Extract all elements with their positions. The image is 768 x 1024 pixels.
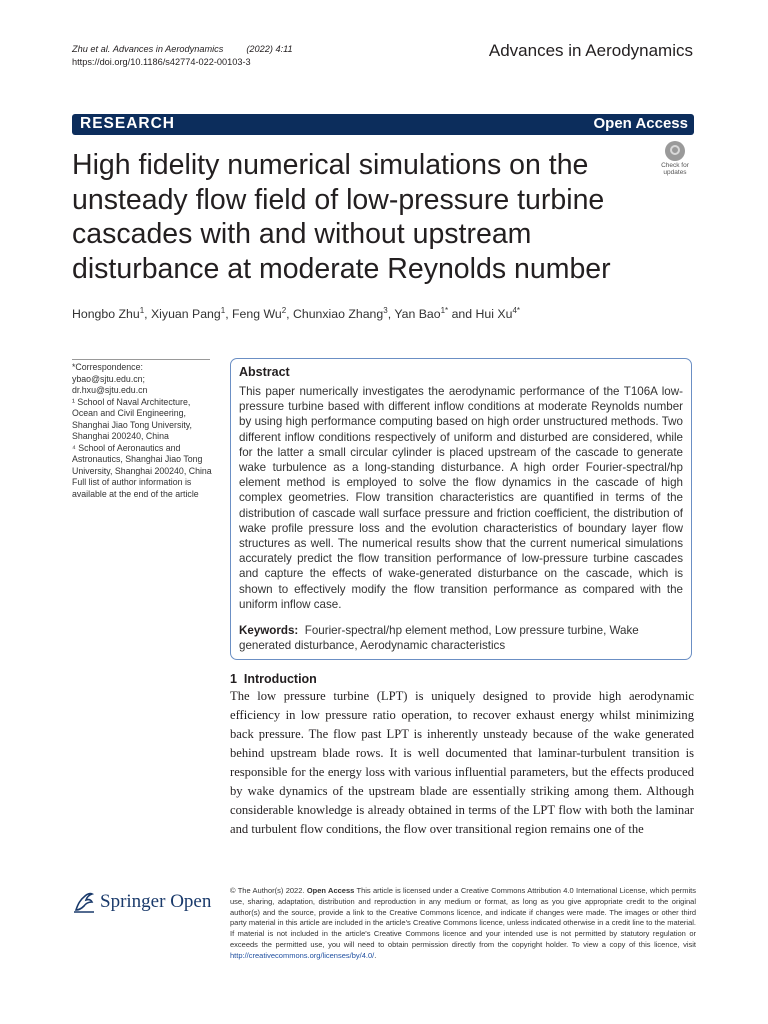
keywords <box>239 623 683 653</box>
correspondence-line: ¹ School of Naval Architecture, Ocean and Civil Engineering, Shanghai Jiao Tong University, Shanghai 200240, China <box>72 396 192 441</box>
section-number: 1 <box>230 672 237 686</box>
author-affiliation-marker: 1 <box>139 306 145 315</box>
correspondence-divider <box>72 359 210 360</box>
correspondence-line: ⁴ School of Aeronautics and Astronautics, Shanghai Jiao Tong University, Shanghai 200240, China <box>72 442 212 476</box>
author-affiliation-marker: 1* <box>440 306 449 315</box>
abstract-text: This paper numerically investigates the aerodynamic performance of the T106A low-pressure turbine based with different inflow conditions at moderate Reynolds number by using high performance computing based on high order unstructured methods. Two different inflow conditions respectively of uniform and disturbed are considered, while for the latter a small circular cylinder is placed upstream of the cascade to generate wake turbulence as a long-standing disturbance. A high order Fourier-spectral/hp element method is employed to solve the flow dynamics in the cascade of high complex geometries. Flow transition characteristics are quantified in terms of the distribution of cascade wall surface pressure and friction coefficient, the distribution of wake profile pressure loss and the evolution characteristics of boundary layer flow structures as well. The numerical results show that the current numerical simulations accurately predict the flow transition performance of low-pressure turbine cascades and capture the effects of wake-generated disturbance on the cascade, which is shown to effectively modify the flow transition performance as compared with the uniform inflow case. <box>239 385 683 611</box>
author-affiliation-marker: 2 <box>281 306 287 315</box>
correspondence-line: Full list of author information is available at the end of the article <box>72 477 199 499</box>
abstract-box <box>230 358 692 660</box>
citation-year-volume: (2022) 4:11 <box>246 44 293 54</box>
author-name[interactable]: Hui Xu <box>475 307 513 322</box>
author-list <box>72 306 520 321</box>
citation-journal: Advances in Aerodynamics <box>112 44 224 54</box>
check-updates-icon <box>665 141 685 161</box>
check-updates-line2: updates <box>663 169 687 176</box>
author-affiliation-marker: 3 <box>383 306 388 315</box>
article-type-label: RESEARCH <box>80 115 175 132</box>
author-separator: , <box>387 307 395 322</box>
section-title: Introduction <box>243 672 317 686</box>
author-separator: and <box>448 307 476 322</box>
author-separator: , <box>286 307 293 322</box>
keywords-label: Keywords: <box>239 624 299 637</box>
springer-horse-icon <box>72 890 96 914</box>
introduction-text: The low pressure turbine (LPT) is uniquely designed to provide high aerodynamic efficiency in low pressure ratio operation, to recover exhaust energy whilst minimizing back pressure. The flow past LPT is inherently unsteady because of the wake generated behind upstream blade rows. It is well documented that laminar-turbulent transition is responsible for the energy loss with various influential parameters, but the effects produced by wake dynamics of the upstream blade are essentially striking among them. Although considerable knowledge is already obtained in terms of the LPT flow with both the laminar and turbulent flow conditions, the flow over transitional region remains one of the <box>230 689 694 836</box>
license-url-link[interactable]: http://creativecommons.org/licenses/by/4.0/ <box>230 950 375 960</box>
author-name[interactable]: Xiyuan Pang <box>150 307 221 322</box>
author-name[interactable]: Hongbo Zhu <box>72 307 140 322</box>
doi-link[interactable]: https://doi.org/10.1186/s42774-022-00103-3 <box>72 57 251 67</box>
check-for-updates-badge[interactable] <box>656 141 694 179</box>
abstract-heading: Abstract <box>239 365 290 379</box>
citation-header <box>72 43 293 69</box>
license-body: This article is licensed under a Creative Commons Attribution 4.0 International License, which permits use, sharing, adaptation, distribution and reproduction in any medium or format, as long as you give appropriate credit to the original author(s) and the source, provide a link to the Creative Commons licence, and indicate if changes were made. The images or other third party material in this article are included in the article's Creative Commons licence, unless indicated otherwise in a credit line to the material. If material is not included in the article's Creative Commons licence and your intended use is not permitted by statutory regulation or exceeds the permitted use, you will need to obtain permission directly from the copyright holder. To view a copy of this licence, visit <box>230 886 696 949</box>
author-name[interactable]: Chunxiao Zhang <box>293 307 384 322</box>
publisher-logo <box>72 887 222 917</box>
correspondence-line[interactable]: dr.hxu@sjtu.edu.cn <box>72 385 148 395</box>
correspondence-line: *Correspondence: <box>72 362 143 372</box>
author-name[interactable]: Feng Wu <box>232 307 282 322</box>
license-end: . <box>374 950 377 960</box>
article-type-banner <box>72 114 694 135</box>
copyright: © The Author(s) 2022. <box>230 886 305 895</box>
check-updates-line1: Check for <box>661 162 689 169</box>
author-separator: , <box>225 307 233 322</box>
license-text <box>230 886 696 962</box>
open-access-label: Open Access <box>593 115 688 132</box>
journal-name: Advances in Aerodynamics <box>488 41 693 60</box>
publisher-name: Springer <box>100 891 166 912</box>
article-title: High fidelity numerical simulations on the unsteady flow field of low-pressure turbine cascades with and without upstream disturbance at moderate Reynolds number <box>72 149 611 285</box>
citation-authors: Zhu et al. <box>72 44 111 54</box>
section-heading <box>230 672 317 686</box>
keywords-text: Fourier-spectral/hp element method, Low pressure turbine, Wake generated disturbance, Aerodynamic characteristics <box>239 624 639 653</box>
author-affiliation-marker: 4* <box>512 306 520 315</box>
publisher-suffix: Open <box>170 891 212 912</box>
correspondence-line[interactable]: ybao@sjtu.edu.cn; <box>72 373 145 384</box>
author-separator: , <box>144 307 151 322</box>
author-name[interactable]: Yan Bao <box>394 307 441 322</box>
correspondence-block <box>72 362 212 500</box>
license-open-access: Open Access <box>306 886 355 895</box>
author-affiliation-marker: 1 <box>220 306 226 315</box>
